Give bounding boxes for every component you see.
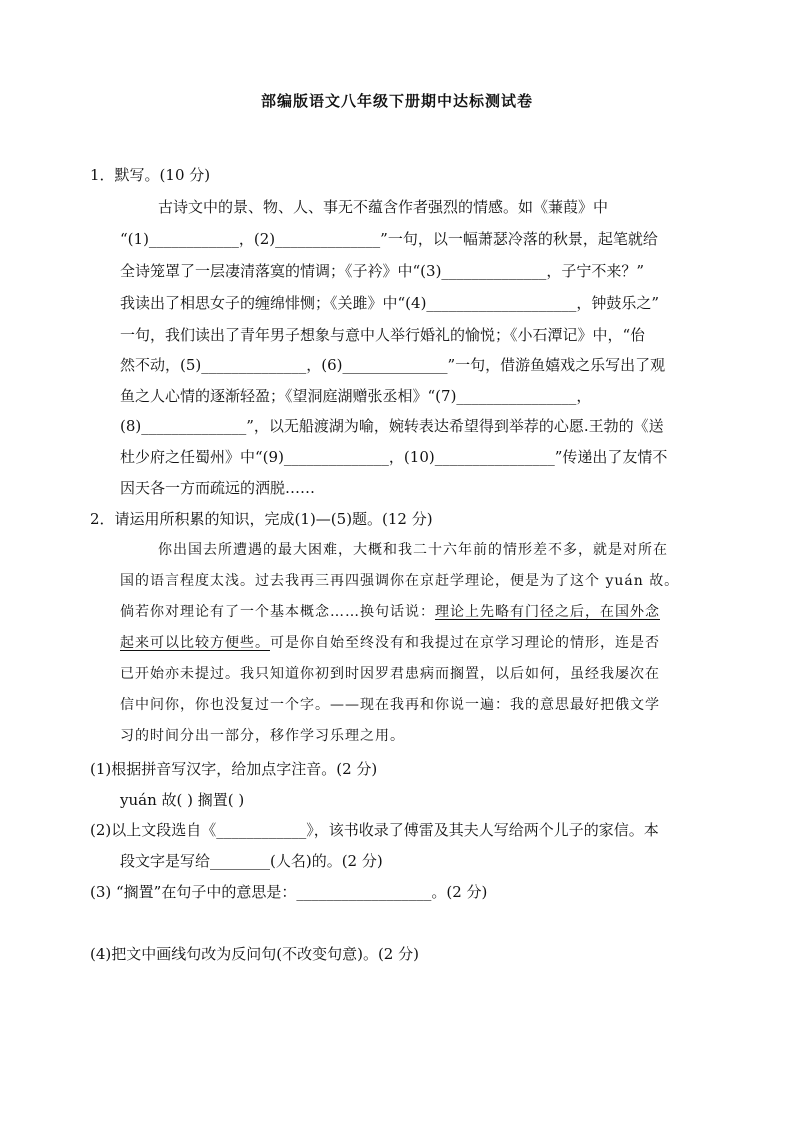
passage-line: 国的语言程度太浅。过去我再三再四强调你在京赶学理论，便是为了这个 yuán 故。 — [120, 573, 680, 589]
q1-line: 杜少府之任蜀州》中“(9)______________，(10)________________”传递出了友情不 — [120, 448, 668, 466]
passage-text: 可是你自始至终没有和我提过在京学习理论的情形，连是否 — [270, 635, 660, 651]
q1-line: 古诗文中的景、物、人、事无不蕴含作者强烈的情感。如《蒹葭》中 — [158, 198, 609, 216]
sub-question-2-cont: 段文字是写给________(人名)的。(2 分) — [120, 852, 383, 870]
passage-line: 信中问你，你也没复过一个字。——现在我再和你说一遍：我的意思最好把俄文学 — [120, 697, 660, 713]
passage-line: 已开始亦未提过。我只知道你初到时因罗君患病而搁置，以后如何，虽经我屡次在 — [120, 666, 660, 682]
sub-question-3: (3) “搁置”在句子中的意思是：__________________。(2 分) — [90, 883, 488, 901]
q1-line: 我读出了相思女子的缠绵悱恻；《关雎》中“(4)____________________，钟鼓乐之” — [120, 294, 660, 312]
question-2-heading: 2．请运用所积累的知识，完成(1)—(5)题。(12 分) — [90, 510, 433, 528]
q1-line: 一句，我们读出了青年男子想象与意中人举行婚礼的愉悦；《小石潭记》中，“佁 — [120, 326, 646, 344]
q1-line: 全诗笼罩了一层凄清落寞的情调；《子衿》中“(3)______________，子宁不来？” — [120, 262, 645, 280]
sub-question-4: (4)把文中画线句改为反问句(不改变句意)。(2 分) — [90, 945, 419, 963]
page-title: 部编版语文八年级下册期中达标测试卷 — [260, 92, 533, 110]
passage-text: 倘若你对理论有了一个基本概念……换句话说： — [120, 604, 435, 620]
q1-line: 因天各一方而疏远的洒脱…… — [120, 479, 316, 497]
passage-line: 你出国去所遭遇的最大困难，大概和我二十六年前的情形差不多，就是对所在 — [158, 542, 668, 558]
q1-line: “(1)____________，(2)______________”一句，以一幅萧瑟冷落的秋景，起笔就给 — [120, 230, 658, 248]
underlined-sentence-end: 起来可以比较方便些。 — [120, 635, 270, 651]
question-1-heading: 1．默写。(10 分) — [90, 166, 211, 184]
passage-line — [120, 602, 660, 622]
q1-line: (8)______________”，以无船渡湖为喻，婉转表达希望得到举荐的心愿.王勃的《送 — [120, 417, 664, 435]
sub-question-2: (2)以上文段选自《____________》，该书收录了傅雷及其夫人写给两个儿子的家信。本 — [90, 821, 659, 839]
q1-line: 鱼之人心情的逐渐轻盈；《望洞庭湖赠张丞相》“(7)________________， — [120, 387, 592, 405]
sub-question-1-blanks: yuán 故( ) 搁置( ) — [120, 791, 245, 809]
q1-line: 然不动，(5)______________，(6)______________”一句，借游鱼嬉戏之乐写出了观 — [120, 356, 666, 374]
underlined-sentence: 理论上先略有门径之后，在国外念 — [435, 604, 660, 620]
passage-line — [120, 633, 660, 653]
sub-question-1: (1)根据拼音写汉字，给加点字注音。(2 分) — [90, 760, 378, 778]
passage-line: 习的时间分出一部分，移作学习乐理之用。 — [120, 728, 405, 744]
